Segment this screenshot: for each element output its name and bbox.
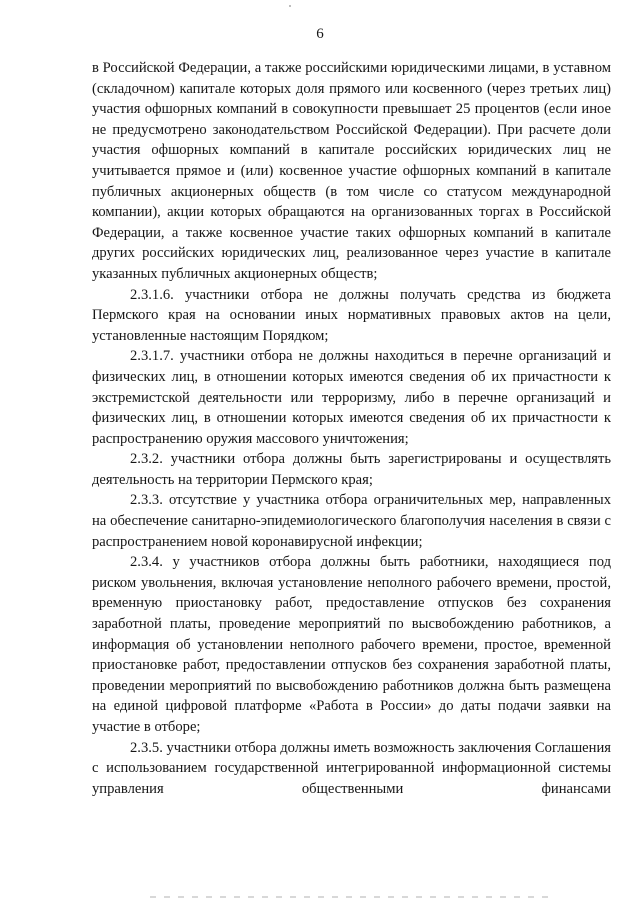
paragraph-2-3-2: 2.3.2. участники отбора должны быть зарегистрированы и осуществлять деятельность на территории Пермского края; xyxy=(92,451,611,488)
document-body xyxy=(92,58,611,799)
scan-speck xyxy=(289,5,291,7)
paragraph-2-3-5: 2.3.5. участники отбора должны иметь возможность заключения Соглашения с использованием государственной интегрированной информационной системы управления общественными финансами xyxy=(92,739,611,797)
paragraph-2-3-1-6: 2.3.1.6. участники отбора не должны получать средства из бюджета Пермского края на основании иных нормативных правовых актов на цели, установленные настоящим Порядком; xyxy=(92,286,611,344)
paragraph-2-3-3: 2.3.3. отсутствие у участника отбора ограничительных мер, направленных на обеспечение санитарно-эпидемиологического благополучия населения в связи с распространением новой коронавирусной инфекции; xyxy=(92,492,611,550)
paragraph-continuation: в Российской Федерации, а также российскими юридическими лицами, в уставном (складочном) капитале которых доля прямого или косвенного (через третьих лиц) участия офшорных компаний в совокупности превышает 25 процентов (если иное не предусмотрено законодательством Российской Федерации). При расчете доли участия офшорных компаний в капитале российских юридических лиц не учитывается прямое и (или) косвенное участие офшорных компаний в капитале публичных акционерных обществ (в том числе со статусом международной компании), акции которых обращаются на организованных торгах в Российской Федерации, а также косвенное участие таких офшорных компаний в капитале других российских юридических лиц, реализованное через участие в капитале указанных публичных акционерных обществ; xyxy=(92,60,611,282)
scan-bottom-edge xyxy=(150,896,550,898)
paragraph-2-3-4: 2.3.4. у участников отбора должны быть работники, находящиеся под риском увольнения, включая установление неполного рабочего времени, простой, временную приостановку работ, предоставление отпусков без сохранения заработной платы, проведение мероприятий по высвобождению работников, а информация об установлении неполного рабочего времени, простое, временной приостановке работ, предоставлении отпусков без сохранения заработной платы, проведении мероприятий по высвобождению работников должна быть размещена на единой цифровой платформе «Работа в России» до даты подачи заявки на участие в отборе; xyxy=(92,554,611,735)
page-number: 6 xyxy=(316,26,324,42)
paragraph-2-3-1-7: 2.3.1.7. участники отбора не должны находиться в перечне организаций и физических лиц, в отношении которых имеются сведения об их причастности к экстремистской деятельности или терроризму, либо в перечне организаций и физических лиц, в отношении которых имеются сведения об их причастности к распространению оружия массового уничтожения; xyxy=(92,348,611,447)
